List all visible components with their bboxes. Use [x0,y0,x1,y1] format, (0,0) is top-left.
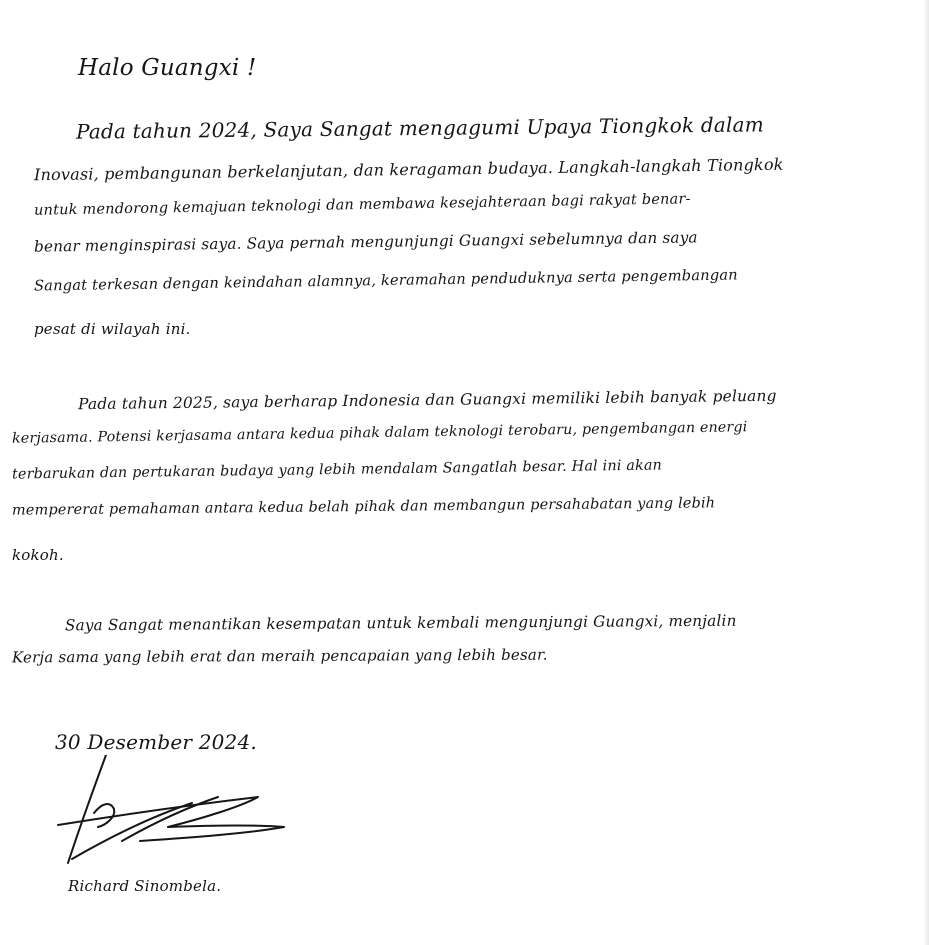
paragraph-2-line-4: mempererat pemahaman antara kedua belah pihak dan membangun persahabatan yang lebih [11,495,716,519]
paragraph-1-line-3: untuk mendorong kemajuan teknologi dan membawa kesejahteraan bagi rakyat benar- [33,191,691,219]
paragraph-1-line-4: benar menginspirasi saya. Saya pernah mengunjungi Guangxi sebelumnya dan saya [33,228,698,256]
paragraph-1-line-5: Sangat terkesan dengan keindahan alamnya, keramahan penduduknya serta pengembangan [33,266,738,295]
greeting: Halo Guangxi ! [78,55,257,81]
paragraph-2-line-5: kokoh. [12,546,64,564]
signature-name: Richard Sinombela. [68,877,222,895]
paragraph-3-line-1: Saya Sangat menantikan kesempatan untuk kembali mengunjungi Guangxi, menjalin [64,611,737,635]
paragraph-1-line-6: pesat di wilayah ini. [34,320,191,338]
paragraph-2-line-1: Pada tahun 2025, saya berharap Indonesia dan Guangxi memiliki lebih banyak peluang [77,386,777,414]
paragraph-1-line-1: Pada tahun 2024, Saya Sangat mengagumi Upaya Tiongkok dalam [75,112,764,144]
paragraph-2-line-3: terbarukan dan pertukaran budaya yang lebih mendalam Sangatlah besar. Hal ini akan [11,457,663,483]
paragraph-2-line-2: kerjasama. Potensi kerjasama antara kedua pihak dalam teknologi terobaru, pengembangan energi [11,419,748,447]
paragraph-3-line-2: Kerja sama yang lebih erat dan meraih pencapaian yang lebih besar. [11,645,548,667]
letter-date: 30 Desember 2024. [55,730,257,754]
paragraph-1-line-2: Inovasi, pembangunan berkelanjutan, dan keragaman budaya. Langkah-langkah Tiongkok [33,154,784,185]
page-edge-shadow [923,0,929,945]
handwritten-signature [50,755,300,875]
